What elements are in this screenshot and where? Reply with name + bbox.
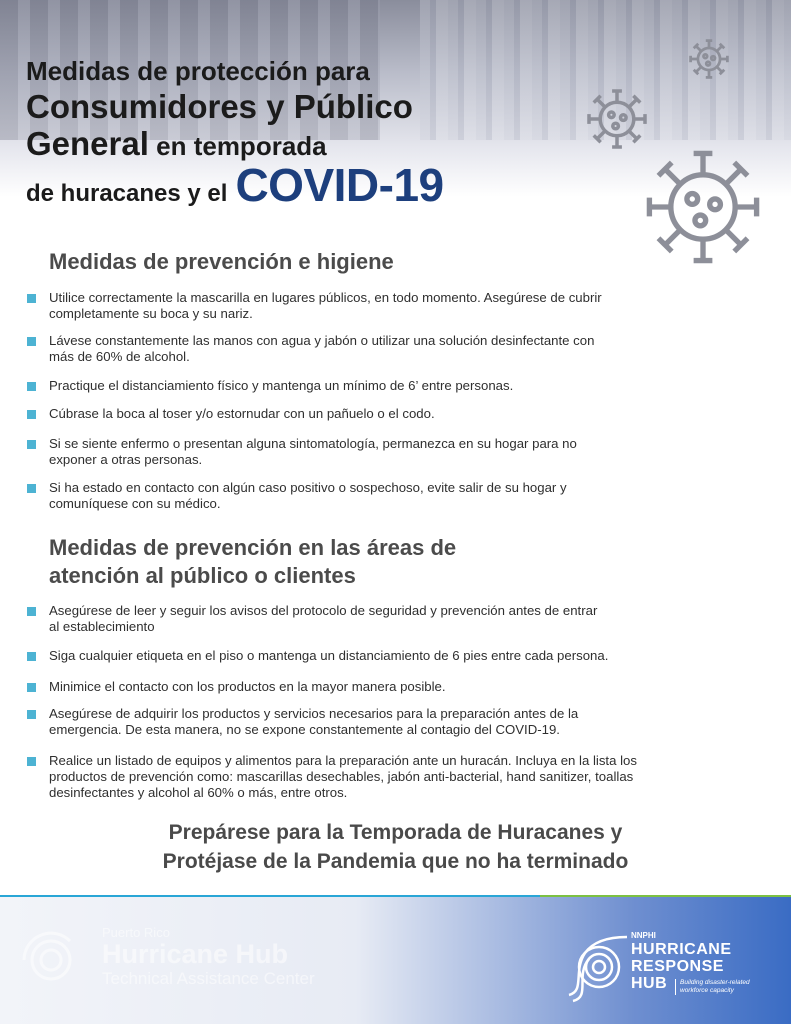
section1-list <box>49 290 769 520</box>
title-line-4: de huracanes y el <box>26 180 228 207</box>
closing-line-2: Protéjase de la Pandemia que no ha terminado <box>162 850 629 873</box>
list-item: Siga cualquier etiqueta en el piso o mantenga un distanciamiento de 6 pies entre cada persona. <box>49 648 608 664</box>
title-covid: COVID-19 <box>235 159 444 211</box>
square-bullet-icon <box>27 652 36 661</box>
closing-line-1: Prepárese para la Temporada de Huracanes y <box>168 821 623 844</box>
list-item: Si ha estado en contacto con algún caso positivo o sospechoso, evite salir de su hogar y comuníquese con su médico. <box>49 480 567 512</box>
list-item: Asegúrese de leer y seguir los avisos del protocolo de seguridad y prevención antes de entrar al establecimiento <box>49 603 597 635</box>
virus-icon <box>636 140 770 274</box>
square-bullet-icon <box>27 683 36 692</box>
closing-message <box>0 818 791 876</box>
list-item: Realice un listado de equipos y alimentos para la preparación ante un huracán. Incluya en la lista los productos de prevención como: mascarillas desechables, jabón anti-bacterial, hand sanitizer, toallas desinfectantes y alcohol al 60% o más, entre otros. <box>49 753 637 801</box>
section2-heading: Medidas de prevención en las áreas de atención al público o clientes <box>49 535 457 588</box>
footer <box>0 897 791 1024</box>
square-bullet-icon <box>27 410 36 419</box>
virus-icon <box>686 36 732 82</box>
hurricane-swirl-logo <box>565 931 633 1003</box>
section2-list <box>49 603 769 803</box>
footer-right-l3: HUB <box>631 975 668 992</box>
list-item: Utilice correctamente la mascarilla en lugares públicos, en todo momento. Asegúrese de cubrir completamente su boca y su nariz. <box>49 290 602 322</box>
square-bullet-icon <box>27 607 36 616</box>
list-item: Minimice el contacto con los productos en la mayor manera posible. <box>49 679 446 695</box>
title-line-1: Medidas de protección para <box>26 56 370 86</box>
footer-left-big: Hurricane Hub <box>102 939 289 969</box>
footer-right-l1: HURRICANE <box>631 941 732 958</box>
square-bullet-icon <box>27 757 36 766</box>
hurricane-swirl-icon <box>18 927 84 993</box>
footer-right-l2: RESPONSE <box>631 958 724 975</box>
title-line-3b: en temporada <box>148 131 327 161</box>
list-item: Asegúrese de adquirir los productos y servicios necesarios para la preparación antes de la emergencia. De esta manera, no se expone constantemente al contagio del COVID-19. <box>49 706 578 738</box>
square-bullet-icon <box>27 440 36 449</box>
footer-left-logo <box>18 919 318 1014</box>
footer-org: NNPHI <box>631 931 656 940</box>
title-line-3a: General <box>26 125 149 162</box>
footer-left-small: Puerto Rico <box>102 925 170 940</box>
page-title <box>26 56 444 211</box>
square-bullet-icon <box>27 710 36 719</box>
list-item: Si se siente enfermo o presentan alguna sintomatología, permanezca en su hogar para no exponer a otras personas. <box>49 436 577 468</box>
list-item: Practique el distanciamiento físico y mantenga un mínimo de 6’ entre personas. <box>49 378 513 394</box>
square-bullet-icon <box>27 382 36 391</box>
square-bullet-icon <box>27 337 36 346</box>
footer-right-logo <box>565 929 775 1009</box>
list-item: Cúbrase la boca al toser y/o estornudar con un pañuelo o el codo. <box>49 406 435 422</box>
title-line-2: Consumidores y Público <box>26 88 413 125</box>
footer-tag: Building disaster-related workforce capacity <box>675 979 750 995</box>
list-item: Lávese constantemente las manos con agua y jabón o utilizar una solución desinfectante con más de 60% de alcohol. <box>49 333 594 365</box>
section1-heading: Medidas de prevención e higiene <box>49 249 394 274</box>
square-bullet-icon <box>27 294 36 303</box>
footer-left-sub: Technical Assistance Center <box>102 969 315 988</box>
square-bullet-icon <box>27 484 36 493</box>
